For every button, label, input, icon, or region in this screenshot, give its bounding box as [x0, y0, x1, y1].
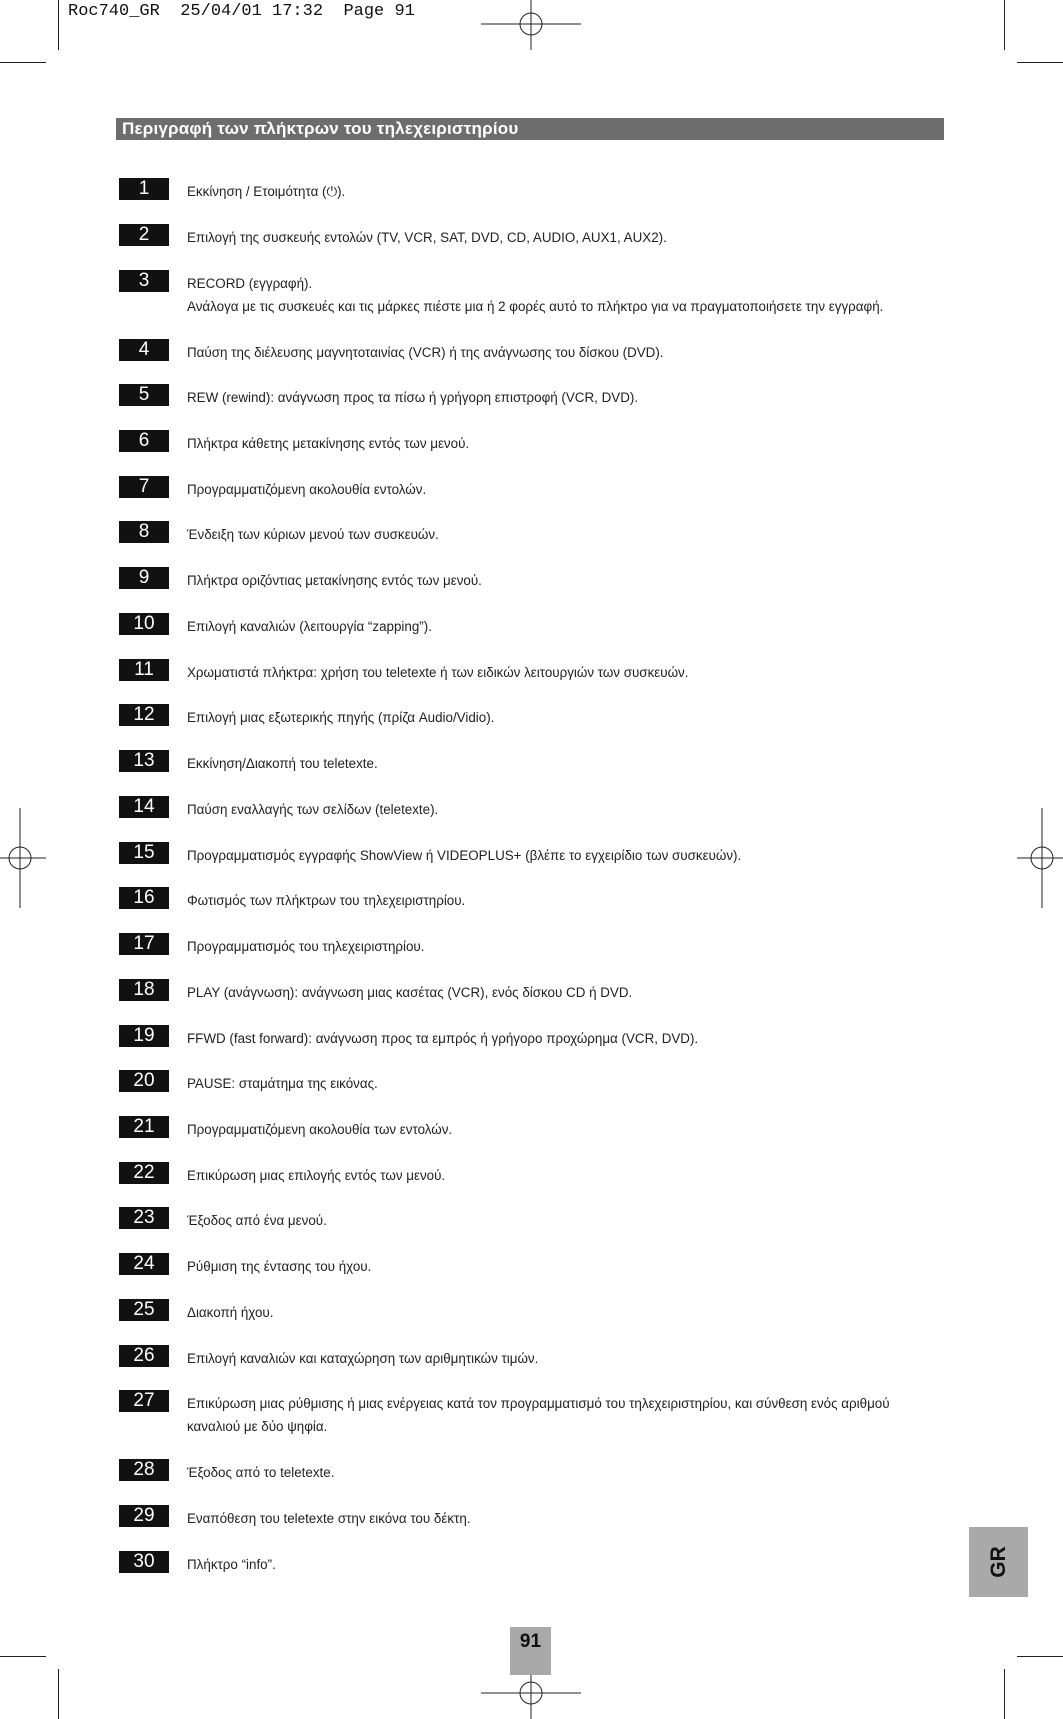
print-slug: Roc740_GR 25/04/01 17:32 Page 91	[68, 2, 415, 21]
item-description: Πλήκτρα κάθετης μετακίνησης εντός των μενού.	[187, 436, 470, 451]
item-description: Εκκίνηση / Ετοιμότητα (⏻).	[187, 184, 346, 199]
item-description: Ένδειξη των κύριων μενού των συσκευών.	[187, 527, 439, 542]
item-description: PLAY (ανάγνωση): ανάγνωση μιας κασέτας (VCR), ενός δίσκου CD ή DVD.	[187, 985, 633, 1000]
registration-mark-top	[481, 0, 581, 50]
item-number: 15	[119, 842, 169, 864]
item-description: Επιλογή της συσκευής εντολών (TV, VCR, SAT, DVD, CD, AUDIO, AUX1, AUX2).	[187, 230, 667, 245]
section-title: Περιγραφή των πλήκτρων του τηλεχειριστηρίου	[116, 118, 944, 140]
item-description: Ρύθμιση της έντασης του ήχου.	[187, 1259, 372, 1274]
registration-mark-bottom	[481, 1669, 581, 1719]
item-number: 23	[119, 1207, 169, 1229]
item-description: Επιλογή μιας εξωτερικής πηγής (πρίζα Audio/Vidio).	[187, 710, 495, 725]
item-number: 1	[119, 178, 169, 200]
crop-mark	[1017, 62, 1063, 63]
item-description: FFWD (fast forward): ανάγνωση προς τα εμπρός ή γρήγορο προχώρημα (VCR, DVD).	[187, 1031, 699, 1046]
item-number: 18	[119, 979, 169, 1001]
crop-mark	[1004, 1669, 1005, 1719]
registration-mark-right	[1017, 808, 1063, 908]
item-description: Πλήκτρο “info”.	[187, 1557, 276, 1572]
item-description: Διακοπή ήχου.	[187, 1305, 274, 1320]
crop-mark	[58, 0, 59, 50]
registration-mark-left	[0, 808, 46, 908]
item-description: Επιλογή καναλιών (λειτουργία “zapping”).	[187, 619, 432, 634]
item-number: 21	[119, 1116, 169, 1138]
item-number: 5	[119, 384, 169, 406]
item-number: 16	[119, 887, 169, 909]
item-number: 19	[119, 1025, 169, 1047]
item-number: 2	[119, 224, 169, 246]
item-number: 22	[119, 1162, 169, 1184]
item-number: 12	[119, 704, 169, 726]
item-number: 27	[119, 1390, 169, 1412]
item-number: 20	[119, 1070, 169, 1092]
item-number: 28	[119, 1459, 169, 1481]
item-number: 10	[119, 613, 169, 635]
item-description: Επικύρωση μιας επιλογής εντός των μενού.	[187, 1168, 446, 1183]
crop-mark	[0, 1656, 46, 1657]
item-number: 13	[119, 750, 169, 772]
item-number: 26	[119, 1345, 169, 1367]
item-number: 25	[119, 1299, 169, 1321]
crop-mark	[1004, 0, 1005, 50]
language-tab-label: GR	[986, 1546, 1010, 1578]
item-description: Έξοδος από το teletexte.	[187, 1465, 335, 1480]
item-description: Παύση εναλλαγής των σελίδων (teletexte).	[187, 802, 439, 817]
item-number: 6	[119, 430, 169, 452]
item-description: Παύση της διέλευσης μαγνητοταινίας (VCR) ή της ανάγνωσης του δίσκου (DVD).	[187, 345, 664, 360]
item-number: 11	[119, 659, 169, 681]
language-tab	[969, 1527, 1028, 1597]
item-number: 29	[119, 1505, 169, 1527]
page-number: 91	[510, 1627, 551, 1675]
item-number: 7	[119, 476, 169, 498]
item-description: Φωτισμός των πλήκτρων του τηλεχειριστηρίου.	[187, 893, 466, 908]
item-number: 17	[119, 933, 169, 955]
item-number: 4	[119, 339, 169, 361]
crop-mark	[58, 1669, 59, 1719]
item-description: Προγραμματιζόμενη ακολουθία εντολών.	[187, 482, 427, 497]
item-number: 30	[119, 1551, 169, 1573]
item-description: Εναπόθεση του teletexte στην εικόνα του δέκτη.	[187, 1511, 471, 1526]
item-description: Χρωματιστά πλήκτρα: χρήση του teletexte ή των ειδικών λειτουργιών των συσκευών.	[187, 665, 689, 680]
item-description: Έξοδος από ένα μενού.	[187, 1213, 327, 1228]
item-description: Εκκίνηση/Διακοπή του teletexte.	[187, 756, 378, 771]
item-description: REW (rewind): ανάγνωση προς τα πίσω ή γρήγορη επιστροφή (VCR, DVD).	[187, 390, 639, 405]
crop-mark	[1017, 1656, 1063, 1657]
item-number: 8	[119, 521, 169, 543]
item-description: Προγραμματισμός εγγραφής ShowView ή VIDEOPLUS+ (βλέπε το εγχειρίδιο των συσκευών).	[187, 848, 742, 863]
item-number: 24	[119, 1253, 169, 1275]
item-number: 3	[119, 270, 169, 292]
item-description: Προγραμματισμός του τηλεχειριστηρίου.	[187, 939, 425, 954]
crop-mark	[0, 62, 46, 63]
item-description: Πλήκτρα οριζόντιας μετακίνησης εντός των μενού.	[187, 573, 482, 588]
item-description: PAUSE: σταμάτημα της εικόνας.	[187, 1076, 378, 1091]
item-description: RECORD (εγγραφή). Ανάλογα με τις συσκευές και τις μάρκες πιέστε μια ή 2 φορές αυτό το πλήκτρο για να πραγματοποιήσετε την εγγραφή.	[187, 276, 884, 314]
item-description: Επικύρωση μιας ρύθμισης ή μιας ενέργειας κατά τον προγραμματισμό του τηλεχειριστηρίου, και σύνθεση ενός αριθμού καναλιού με δύο ψηφία.	[187, 1396, 890, 1434]
item-number: 14	[119, 796, 169, 818]
item-description: Επιλογή καναλιών και καταχώρηση των αριθμητικών τιμών.	[187, 1351, 539, 1366]
item-number: 9	[119, 567, 169, 589]
item-description: Προγραμματιζόμενη ακολουθία των εντολών.	[187, 1122, 453, 1137]
